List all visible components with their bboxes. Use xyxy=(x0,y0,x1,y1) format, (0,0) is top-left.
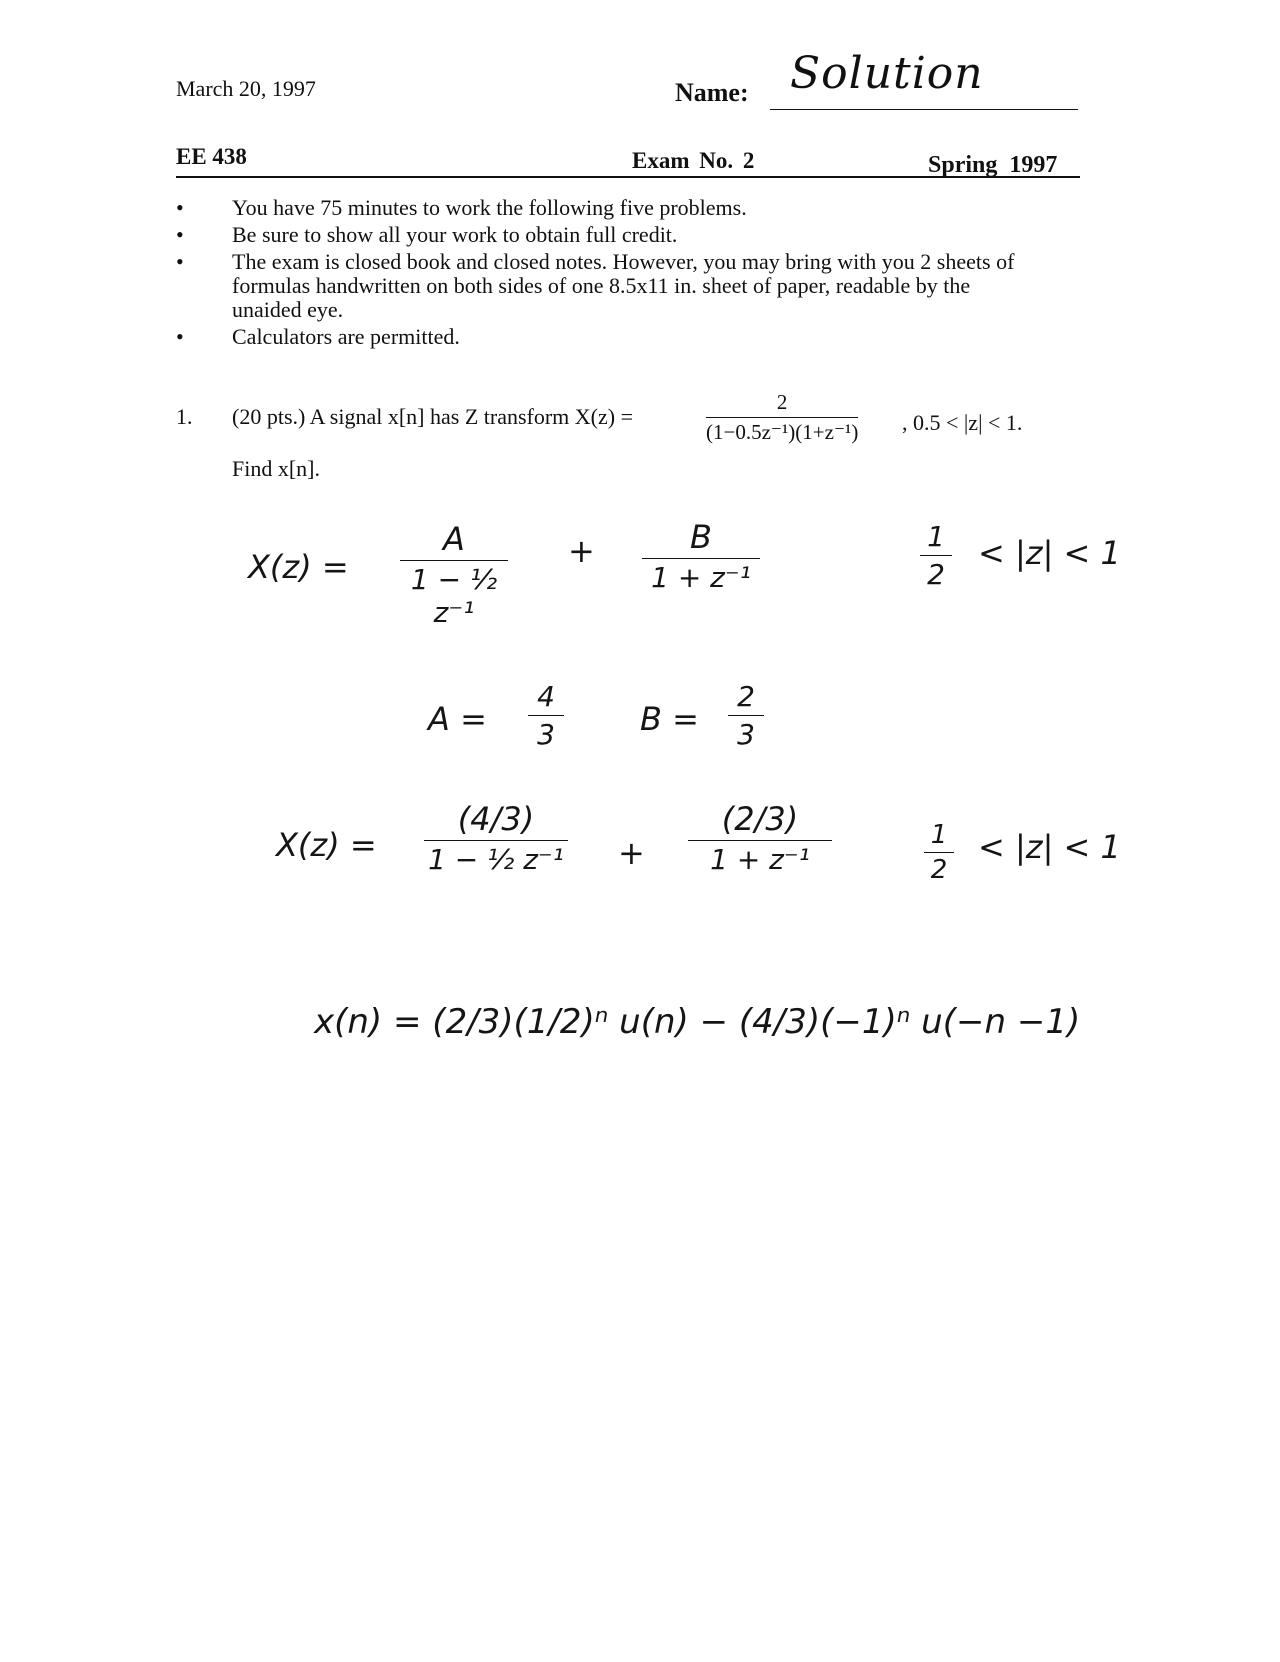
solution-roc-1: < |z| < 1 xyxy=(978,534,1121,572)
solution-roc-fraction-1: $\frac{1}{2}$ xyxy=(920,520,952,591)
handwritten-name: Solution xyxy=(790,48,984,99)
solution-term-a-value: $\frac{(4/3)}{\text{1 − ½ z⁻¹}}$ xyxy=(424,800,568,876)
solution-lhs-3: X(z) = xyxy=(276,826,377,864)
course-code: EE 438 xyxy=(176,144,247,169)
bullet-icon: • xyxy=(176,324,184,349)
solution-roc-fraction-3: $\frac{1}{2}$ xyxy=(924,820,954,885)
name-label: Name: xyxy=(675,78,749,107)
bullet-icon: • xyxy=(176,222,184,247)
name-underline xyxy=(770,109,1078,110)
problem-find: Find x[n]. xyxy=(232,456,320,481)
instruction-item: • The exam is closed book and closed notes. However, you may bring with you 2 sheets of formulas handwritten on both sides of one 8.5x11 in. sheet of paper, readable by the unaided eye. xyxy=(176,249,1015,322)
problem-text: A signal x[n] has Z transform X(z) = xyxy=(309,404,634,429)
solution-term-a: $\frac{A}{\text{1 − ½ z⁻¹}}$ xyxy=(400,520,508,629)
transform-fraction xyxy=(706,390,858,445)
problem-number: 1. xyxy=(176,404,193,429)
exam-date: March 20, 1997 xyxy=(176,76,316,101)
bullet-icon: • xyxy=(176,249,184,274)
solution-lhs-1: X(z) = xyxy=(248,548,349,586)
instruction-item: • Calculators are permitted. xyxy=(176,324,460,349)
solution-roc-3: < |z| < 1 xyxy=(978,828,1121,866)
solution-final-answer: x(n) = (2/3)(1/2)ⁿ u(n) − (4/3)(−1)ⁿ u(−n −1) xyxy=(314,1002,1081,1042)
solution-a-label: A = xyxy=(428,700,487,738)
problem-points: (20 pts.) xyxy=(232,404,306,429)
fraction-numerator: 2 xyxy=(706,390,858,418)
solution-b-value: $\frac{2}{3}$ xyxy=(728,680,764,751)
solution-a-value: $\frac{4}{3}$ xyxy=(528,680,564,751)
solution-b-label: B = xyxy=(640,700,699,738)
problem-statement xyxy=(232,404,633,430)
solution-plus-1: + xyxy=(568,532,595,570)
solution-term-b: $\frac{B}{\text{1 + z⁻¹}}$ xyxy=(642,518,760,594)
instruction-item: • You have 75 minutes to work the following five problems. xyxy=(176,195,747,220)
header-rule xyxy=(176,176,1080,178)
solution-term-b-value: $\frac{(2/3)}{\text{1 + z⁻¹}}$ xyxy=(688,800,832,876)
bullet-icon: • xyxy=(176,195,184,220)
fraction-denominator: (1−0.5z⁻¹)(1+z⁻¹) xyxy=(706,420,859,444)
solution-plus-3: + xyxy=(618,834,645,872)
exam-term: Spring 1997 xyxy=(928,152,1058,178)
instruction-item: • Be sure to show all your work to obtain full credit. xyxy=(176,222,678,247)
instructions-list xyxy=(176,196,1056,352)
exam-number: Exam No. 2 xyxy=(632,148,755,173)
region-of-convergence: , 0.5 < |z| < 1. xyxy=(902,410,1023,435)
